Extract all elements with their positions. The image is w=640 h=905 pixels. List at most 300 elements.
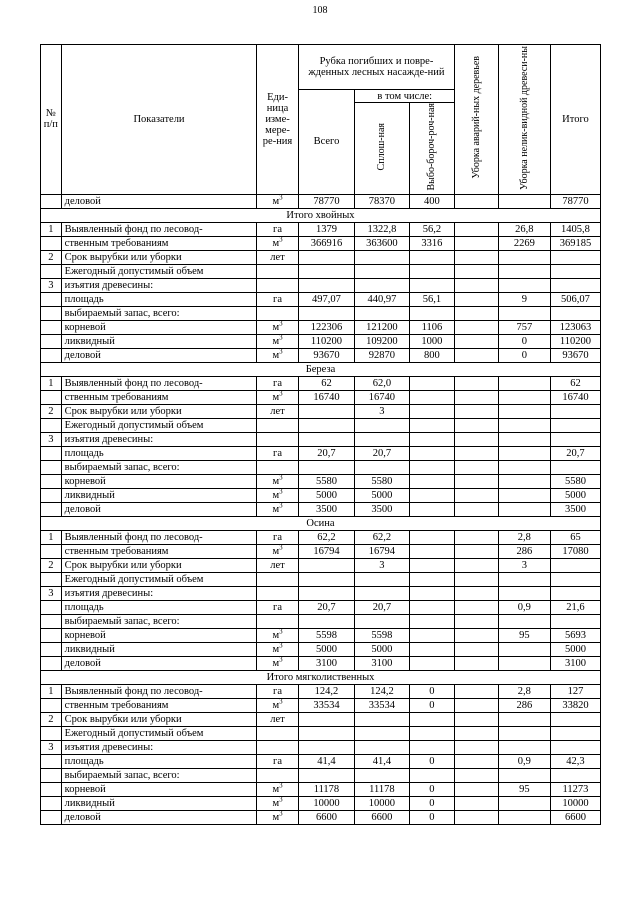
row-number: [41, 768, 62, 782]
row-indicator: ликвидный: [61, 642, 257, 656]
value-emergency: [455, 754, 498, 768]
header-total-all: Всего: [298, 90, 355, 195]
unit-text: лет: [270, 251, 285, 263]
value-total: [550, 278, 600, 292]
section-title: Итого мягколиственных: [41, 670, 601, 684]
value-solid: [355, 250, 409, 264]
value-selective: 56,1: [409, 292, 455, 306]
row-indicator: ственным требованиям: [61, 698, 257, 712]
unit-superscript: 3: [279, 334, 283, 341]
table-row: [41, 586, 601, 600]
unit-text: м: [272, 545, 280, 557]
value-total: [550, 614, 600, 628]
header-subgroup: в том числе:: [355, 90, 455, 103]
value-solid: 6600: [355, 810, 409, 824]
table-row: [41, 656, 601, 670]
value-total-all: 10000: [298, 796, 355, 810]
row-number: [41, 726, 62, 740]
row-indicator: Ежегодный допустимый объем: [61, 264, 257, 278]
value-total-all: 5000: [298, 488, 355, 502]
row-unit: [257, 712, 298, 726]
row-unit: [257, 404, 298, 418]
row-number: [41, 306, 62, 320]
value-solid: 92870: [355, 348, 409, 362]
row-number: [41, 418, 62, 432]
value-illiquid: 0: [498, 348, 550, 362]
table-row: [41, 754, 601, 768]
row-number: [41, 502, 62, 516]
value-selective: 56,2: [409, 222, 455, 236]
value-emergency: [455, 726, 498, 740]
value-selective: [409, 264, 455, 278]
row-number: [41, 474, 62, 488]
unit-text: м: [272, 489, 280, 501]
unit-text: лет: [270, 405, 285, 417]
value-selective: [409, 460, 455, 474]
unit-text: м: [272, 391, 280, 403]
value-solid: [355, 768, 409, 782]
table-row: [41, 544, 601, 558]
value-selective: 0: [409, 754, 455, 768]
row-number: [41, 754, 62, 768]
table-row: [41, 698, 601, 712]
value-total: [550, 250, 600, 264]
row-indicator: Срок вырубки или уборки: [61, 404, 257, 418]
value-illiquid: [498, 726, 550, 740]
unit-text: м: [272, 783, 280, 795]
section-row: [41, 516, 601, 530]
value-illiquid: [498, 250, 550, 264]
row-indicator: изъятия древесины:: [61, 586, 257, 600]
row-indicator: корневой: [61, 782, 257, 796]
row-unit: [257, 348, 298, 362]
value-selective: [409, 558, 455, 572]
row-indicator: ственным требованиям: [61, 544, 257, 558]
value-total-all: [298, 768, 355, 782]
row-number: [41, 796, 62, 810]
unit-text: га: [273, 293, 283, 305]
unit-superscript: 3: [279, 488, 283, 495]
page-number: 108: [312, 5, 328, 16]
value-illiquid: [498, 712, 550, 726]
value-illiquid: [498, 474, 550, 488]
value-total-all: 11178: [298, 782, 355, 796]
value-total: [550, 740, 600, 754]
value-total: 3500: [550, 502, 600, 516]
row-indicator: корневой: [61, 320, 257, 334]
row-indicator: Выявленный фонд по лесовод-: [61, 222, 257, 236]
row-unit: [257, 684, 298, 698]
value-selective: 400: [409, 194, 455, 208]
value-total-all: 3100: [298, 656, 355, 670]
row-unit: [257, 292, 298, 306]
row-unit: [257, 320, 298, 334]
value-total: 42,3: [550, 754, 600, 768]
unit-superscript: 3: [279, 782, 283, 789]
value-total-all: 33534: [298, 698, 355, 712]
value-solid: 62,2: [355, 530, 409, 544]
value-illiquid: [498, 586, 550, 600]
unit-text: м: [272, 195, 280, 207]
value-total: 10000: [550, 796, 600, 810]
section-title: Береза: [41, 362, 601, 376]
value-selective: [409, 628, 455, 642]
table-row: [41, 376, 601, 390]
table-row: [41, 292, 601, 306]
unit-superscript: 3: [279, 656, 283, 663]
unit-text: лет: [270, 713, 285, 725]
value-total: 369185: [550, 236, 600, 250]
value-emergency: [455, 572, 498, 586]
unit-superscript: 3: [279, 796, 283, 803]
row-indicator: корневой: [61, 628, 257, 642]
value-total: 65: [550, 530, 600, 544]
row-number: [41, 348, 62, 362]
value-total: [550, 418, 600, 432]
value-total-all: 20,7: [298, 446, 355, 460]
value-illiquid: [498, 264, 550, 278]
value-illiquid: [498, 796, 550, 810]
value-total-all: 41,4: [298, 754, 355, 768]
row-indicator: площадь: [61, 754, 257, 768]
value-solid: 440,97: [355, 292, 409, 306]
value-solid: 33534: [355, 698, 409, 712]
unit-text: м: [272, 475, 280, 487]
row-unit: [257, 572, 298, 586]
value-solid: 10000: [355, 796, 409, 810]
value-total: 127: [550, 684, 600, 698]
row-unit: [257, 600, 298, 614]
row-indicator: изъятия древесины:: [61, 278, 257, 292]
value-illiquid: 286: [498, 544, 550, 558]
value-illiquid: [498, 656, 550, 670]
header-solid-text: Сплош-ная: [376, 123, 388, 171]
value-selective: [409, 726, 455, 740]
value-solid: [355, 418, 409, 432]
value-total-all: [298, 460, 355, 474]
value-solid: [355, 726, 409, 740]
value-illiquid: [498, 614, 550, 628]
value-solid: [355, 740, 409, 754]
row-unit: [257, 432, 298, 446]
value-emergency: [455, 432, 498, 446]
table-row: [41, 432, 601, 446]
row-indicator: Срок вырубки или уборки: [61, 250, 257, 264]
table-row: [41, 488, 601, 502]
unit-superscript: 3: [279, 642, 283, 649]
value-total: 93670: [550, 348, 600, 362]
value-emergency: [455, 558, 498, 572]
value-selective: [409, 390, 455, 404]
value-selective: [409, 432, 455, 446]
row-indicator: ликвидный: [61, 796, 257, 810]
value-illiquid: [498, 404, 550, 418]
table-row: [41, 796, 601, 810]
value-total-all: 5580: [298, 474, 355, 488]
section-title: Итого хвойных: [41, 208, 601, 222]
value-solid: 5000: [355, 642, 409, 656]
value-selective: [409, 502, 455, 516]
unit-text: м: [272, 629, 280, 641]
row-indicator: площадь: [61, 600, 257, 614]
unit-text: м: [272, 643, 280, 655]
value-total: 11273: [550, 782, 600, 796]
value-selective: [409, 530, 455, 544]
unit-text: м: [272, 811, 280, 823]
value-selective: [409, 474, 455, 488]
value-selective: [409, 488, 455, 502]
row-unit: [257, 530, 298, 544]
value-selective: [409, 404, 455, 418]
header-selective-text: Выбо-бороч-роч-ная: [426, 103, 438, 191]
value-total-all: 5598: [298, 628, 355, 642]
value-total-all: 110200: [298, 334, 355, 348]
value-solid: [355, 586, 409, 600]
value-total: 5580: [550, 474, 600, 488]
value-emergency: [455, 740, 498, 754]
value-emergency: [455, 684, 498, 698]
value-selective: [409, 614, 455, 628]
value-solid: 3: [355, 404, 409, 418]
unit-text: га: [273, 377, 283, 389]
table-row: [41, 642, 601, 656]
value-emergency: [455, 712, 498, 726]
value-emergency: [455, 782, 498, 796]
value-total: 5000: [550, 488, 600, 502]
header-emergency-text: Уборка аварий-ных деревьев: [470, 56, 482, 180]
value-solid: 109200: [355, 334, 409, 348]
value-emergency: [455, 544, 498, 558]
section-title: Осина: [41, 516, 601, 530]
table-row: [41, 502, 601, 516]
value-total: 20,7: [550, 446, 600, 460]
unit-superscript: 3: [279, 502, 283, 509]
row-indicator: ственным требованиям: [61, 390, 257, 404]
value-solid: 121200: [355, 320, 409, 334]
value-illiquid: 0,9: [498, 754, 550, 768]
unit-text: га: [273, 685, 283, 697]
value-solid: [355, 572, 409, 586]
value-illiquid: 286: [498, 698, 550, 712]
table-row: [41, 684, 601, 698]
table-row: [41, 530, 601, 544]
value-total-all: 497,07: [298, 292, 355, 306]
value-selective: 3316: [409, 236, 455, 250]
value-solid: 16740: [355, 390, 409, 404]
row-number: [41, 320, 62, 334]
value-total: [550, 726, 600, 740]
value-illiquid: [498, 768, 550, 782]
header-illiquid: [498, 45, 550, 195]
value-total: 5000: [550, 642, 600, 656]
row-unit: [257, 194, 298, 208]
value-emergency: [455, 390, 498, 404]
value-total: 506,07: [550, 292, 600, 306]
section-row: [41, 670, 601, 684]
table-row: [41, 390, 601, 404]
value-illiquid: [498, 278, 550, 292]
row-number: [41, 488, 62, 502]
row-unit: [257, 250, 298, 264]
value-selective: [409, 768, 455, 782]
value-selective: [409, 586, 455, 600]
value-total-all: 16740: [298, 390, 355, 404]
value-total: 17080: [550, 544, 600, 558]
row-indicator: Выявленный фонд по лесовод-: [61, 530, 257, 544]
table-row: [41, 474, 601, 488]
row-number: [41, 460, 62, 474]
value-solid: 363600: [355, 236, 409, 250]
unit-superscript: 3: [279, 810, 283, 817]
row-unit: [257, 642, 298, 656]
header-total: Итого: [550, 45, 600, 195]
row-number: 1: [41, 222, 62, 236]
value-solid: 5580: [355, 474, 409, 488]
table-row: [41, 278, 601, 292]
row-indicator: Ежегодный допустимый объем: [61, 726, 257, 740]
row-number: 3: [41, 740, 62, 754]
row-indicator: выбираемый запас, всего:: [61, 768, 257, 782]
value-emergency: [455, 320, 498, 334]
value-total: 6600: [550, 810, 600, 824]
value-illiquid: 26,8: [498, 222, 550, 236]
unit-text: м: [272, 797, 280, 809]
table-row: [41, 320, 601, 334]
value-emergency: [455, 460, 498, 474]
row-number: [41, 390, 62, 404]
value-total: [550, 306, 600, 320]
value-illiquid: [498, 810, 550, 824]
value-illiquid: 95: [498, 628, 550, 642]
row-indicator: деловой: [61, 502, 257, 516]
value-emergency: [455, 306, 498, 320]
value-selective: [409, 572, 455, 586]
value-total-all: 93670: [298, 348, 355, 362]
value-illiquid: [498, 390, 550, 404]
row-indicator: деловой: [61, 810, 257, 824]
value-solid: [355, 614, 409, 628]
value-total-all: 1379: [298, 222, 355, 236]
value-emergency: [455, 502, 498, 516]
header-emergency: [455, 45, 498, 195]
row-unit: [257, 502, 298, 516]
row-indicator: Выявленный фонд по лесовод-: [61, 684, 257, 698]
table-row: [41, 348, 601, 362]
table-row: [41, 250, 601, 264]
row-number: 3: [41, 586, 62, 600]
value-solid: 20,7: [355, 446, 409, 460]
row-number: [41, 628, 62, 642]
table-row: [41, 726, 601, 740]
row-indicator: изъятия древесины:: [61, 740, 257, 754]
value-emergency: [455, 292, 498, 306]
value-solid: [355, 432, 409, 446]
value-emergency: [455, 236, 498, 250]
value-emergency: [455, 376, 498, 390]
value-illiquid: [498, 502, 550, 516]
row-number: [41, 446, 62, 460]
value-selective: 1000: [409, 334, 455, 348]
value-selective: 0: [409, 796, 455, 810]
value-solid: 124,2: [355, 684, 409, 698]
value-emergency: [455, 278, 498, 292]
row-unit: [257, 586, 298, 600]
value-total-all: 122306: [298, 320, 355, 334]
row-unit: [257, 376, 298, 390]
value-emergency: [455, 418, 498, 432]
header-num: № п/п: [41, 45, 62, 195]
row-indicator: Выявленный фонд по лесовод-: [61, 376, 257, 390]
value-total-all: 20,7: [298, 600, 355, 614]
table-row: [41, 194, 601, 208]
table-row: [41, 614, 601, 628]
unit-text: лет: [270, 559, 285, 571]
value-total: [550, 264, 600, 278]
value-selective: 0: [409, 684, 455, 698]
row-unit: [257, 460, 298, 474]
value-total: [550, 404, 600, 418]
table-row: [41, 572, 601, 586]
table-row: [41, 418, 601, 432]
unit-text: м: [272, 503, 280, 515]
value-emergency: [455, 586, 498, 600]
value-solid: 3500: [355, 502, 409, 516]
value-total-all: [298, 418, 355, 432]
table-row: [41, 600, 601, 614]
value-total: 78770: [550, 194, 600, 208]
value-solid: 3100: [355, 656, 409, 670]
value-total-all: [298, 712, 355, 726]
value-total-all: [298, 432, 355, 446]
header-group: Рубка погибших и повре-жденных лесных насажде-ний: [298, 45, 455, 90]
value-illiquid: 2,8: [498, 684, 550, 698]
value-total-all: [298, 264, 355, 278]
unit-text: м: [272, 237, 280, 249]
value-total-all: 62,2: [298, 530, 355, 544]
value-total: 62: [550, 376, 600, 390]
row-indicator: ственным требованиям: [61, 236, 257, 250]
value-total: 33820: [550, 698, 600, 712]
value-illiquid: 3: [498, 558, 550, 572]
value-total-all: 78770: [298, 194, 355, 208]
header-selective: [409, 103, 455, 195]
value-emergency: [455, 194, 498, 208]
row-indicator: Срок вырубки или уборки: [61, 558, 257, 572]
row-number: [41, 572, 62, 586]
value-illiquid: [498, 376, 550, 390]
value-total-all: [298, 404, 355, 418]
value-total: 3100: [550, 656, 600, 670]
unit-text: га: [273, 601, 283, 613]
unit-text: га: [273, 531, 283, 543]
row-number: [41, 698, 62, 712]
row-number: 3: [41, 432, 62, 446]
value-illiquid: 2,8: [498, 530, 550, 544]
row-number: [41, 600, 62, 614]
row-unit: [257, 726, 298, 740]
header-unit: Еди-ница изме-мере-ре-ния: [257, 45, 298, 195]
row-unit: [257, 264, 298, 278]
value-total-all: [298, 726, 355, 740]
row-number: [41, 236, 62, 250]
unit-superscript: 3: [279, 236, 283, 243]
row-unit: [257, 306, 298, 320]
value-illiquid: 0: [498, 334, 550, 348]
row-number: [41, 334, 62, 348]
row-number: [41, 656, 62, 670]
value-selective: 1106: [409, 320, 455, 334]
value-selective: [409, 642, 455, 656]
